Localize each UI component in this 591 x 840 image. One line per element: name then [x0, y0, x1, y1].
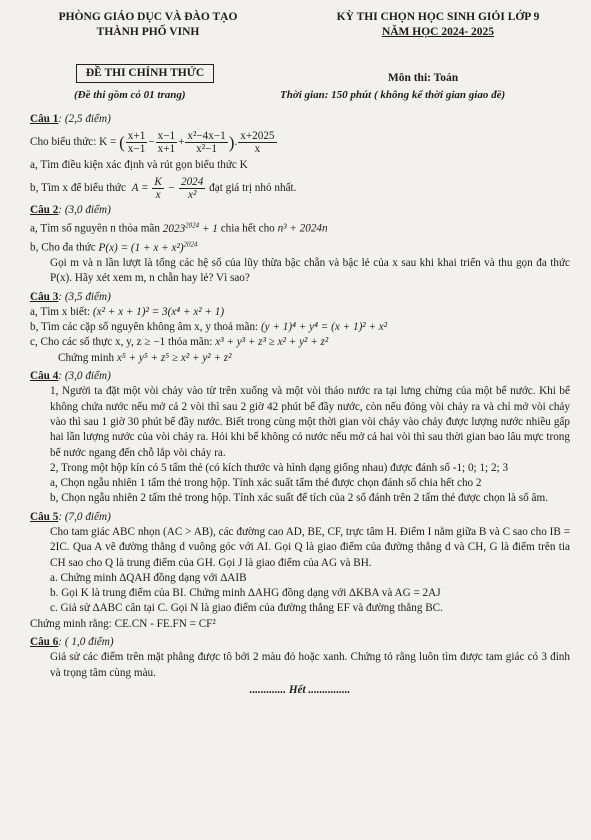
question-4-heading: [30, 369, 570, 384]
department-line1: PHÒNG GIÁO DỤC VÀ ĐÀO TẠO: [58, 11, 238, 23]
question-2b: b, Cho đa thức $P(x) = (1 + x + x^2)^{2024}$: [30, 239, 198, 254]
question-points: : (2,5 điểm): [58, 113, 111, 125]
question-1a: a, Tìm điều kiện xác định và rút gọn biểu thức K: [30, 159, 248, 172]
question-5b: b. Gọi K là trung điểm của BI. Chứng minh ∆AHG đồng dạng với ∆KBA và AG = 2AJ: [50, 587, 441, 600]
question-title: Câu 2: [30, 203, 59, 216]
expression-intro: Cho biểu thức: K =: [30, 136, 117, 149]
school-year: NĂM HỌC 2024- 2025: [381, 26, 495, 38]
question-2a-mid: chia hết cho: [220, 222, 275, 235]
question-5-heading: [30, 510, 570, 525]
question-4-part2b: b, Chọn ngẫu nhiên 2 tấm thẻ trong hộp. Tính xác suất để tích của 2 số đánh trên 2 tấm thẻ được chọn là số âm.: [50, 492, 549, 505]
question-title: Câu 3: [30, 290, 59, 303]
exam-header: [298, 10, 578, 40]
question-3b-text: b, Tìm các cặp số nguyên không âm x, y thoả mãn:: [30, 321, 259, 334]
question-6-body: Giả sử các điểm trên mặt phẳng được tô bởi 2 màu đỏ hoặc xanh. Chứng tỏ rằng luôn tìm được tam giác có 3 đỉnh và trọng tâm cùng màu.: [50, 651, 570, 679]
time-label: [280, 89, 505, 101]
question-1-heading: [30, 112, 570, 127]
question-1b-text: b, Tìm x để biểu thức: [30, 181, 126, 194]
question-3c-prove: Chứng minh x⁵ + y⁵ + z⁵ ≥ x² + y² + z²: [58, 351, 232, 364]
expression-a: A = $\frac{K}{x}$ − $\frac{2024}{\text{x²}}$: [128, 175, 204, 201]
time-note: ( không kể thời gian giao đề): [371, 89, 506, 101]
subject-label: Môn thi: Toán: [387, 72, 459, 84]
end-marker: ............. Hết ...............: [249, 683, 351, 696]
question-4-part1: 1, Người ta đặt một vòi chảy vào từ trên xuống và một vòi tháo nước ra tại lưng chừng của một bể nước. Khi bể không chứa nước nếu mở cả 2 vòi thì sau 2 giờ 42 phút bể đầy nước, còn nếu đóng vòi chảy ra và chỉ mở vòi chảy vào thì sau 1 giờ 30 phút bể đầy nước. Biết trong cùng một thời gian vòi chảy vào chảy được lượng nước nhiều gấp hai lần lượng nước của vòi chảy ra. Hỏi khi bể không có nước nếu mở cả hai vòi thì sau thời gian bao lâu mực trong bể nước ngang đến chỗ lắp vòi chảy ra.: [50, 385, 570, 459]
question-1b: [30, 176, 570, 201]
question-points: : ( 1,0 điểm): [58, 636, 114, 649]
question-3c: c, Cho các số thực x, y, z ≥ −1 thỏa mãn: x³ + y³ + z³ ≥ x² + y² + z²: [30, 336, 329, 349]
question-2b-body: Gọi m và n lần lượt là tổng các hệ số của lũy thừa bậc chẵn và bậc lẻ của x sau khi khai triển và thu gọn đa thức P(x). Hãy xét xem m, n chẵn hay lẻ? Vì sao?: [50, 256, 570, 285]
question-3c-prove-text: Chứng minh: [58, 351, 115, 364]
exam-body: [30, 112, 570, 698]
question-1-expression: [30, 130, 570, 155]
question-5c-prove: Chứng minh rằng: CE.CN - FE.FN = CF²: [30, 617, 216, 630]
question-5a: a. Chứng minh ∆QAH đồng dạng với ∆AIB: [50, 571, 247, 584]
question-3a-text: a, Tìm x biết:: [30, 305, 91, 318]
department-header: [38, 10, 258, 40]
question-3a: a, Tìm x biết: (x² + x + 1)² = 3(x⁴ + x² + 1): [30, 305, 225, 318]
question-1b-end: đạt giá trị nhỏ nhất.: [209, 181, 297, 194]
question-points: : (7,0 điểm): [58, 510, 111, 523]
expression-k: ( $\frac{x+1}{x-1}$ − $\frac{x-1}{x+1}$ + $\frac{\text{x²−4x−1}}{\text{x²−1}}$ ). $\frac{x+2025}{x}$: [119, 130, 275, 156]
question-6-heading: [30, 635, 570, 650]
question-points: : (3,0 điểm): [58, 370, 111, 383]
question-4-part2a: a, Chọn ngẫu nhiên 1 tấm thẻ trong hộp. Tính xác suất tấm thẻ được chọn đánh số chia hết cho 2: [50, 477, 482, 490]
question-5c: c. Giả sử ∆ABC cân tại C. Gọi N là giao điểm của đường thẳng EF và đường thẳng BC.: [50, 602, 443, 615]
question-3c-text: c, Cho các số thực x, y, z ≥ −1 thỏa mãn:: [30, 336, 213, 349]
question-2b-text: b, Cho đa thức: [30, 241, 96, 254]
question-3b: b, Tìm các cặp số nguyên không âm x, y thoả mãn: (y + 1)⁴ + y⁴ = (x + 1)² + x²: [30, 321, 388, 334]
question-2a: a, Tìm số nguyên n thỏa mãn $2023^{2024} + 1$ chia hết cho n³ + 2024n: [30, 220, 328, 235]
question-title: Câu 4: [30, 370, 59, 383]
page-count-note: (Đề thi gồm có 01 trang): [74, 89, 186, 101]
question-points: : (3,5 điểm): [58, 290, 111, 303]
question-title: Câu 5: [30, 510, 59, 523]
official-exam-label: ĐỀ THI CHÍNH THỨC: [76, 64, 214, 83]
question-title: Câu 1: [30, 113, 59, 125]
question-points: : (3,0 điểm): [58, 203, 111, 216]
question-title: Câu 6: [30, 636, 59, 649]
question-2a-text: a, Tìm số nguyên n thỏa mãn: [30, 222, 160, 235]
exam-title: KỲ THI CHỌN HỌC SINH GIỎI LỚP 9: [336, 11, 540, 23]
question-3-heading: [30, 290, 570, 305]
department-line2: THÀNH PHỐ VINH: [96, 26, 200, 38]
question-4-part2: 2, Trong một hộp kín có 5 tấm thẻ (có kích thước và hình dạng giống nhau) được đánh số -1; 0; 1; 2; 3: [50, 461, 509, 474]
time-value: Thời gian: 150 phút: [280, 89, 372, 101]
question-2-heading: [30, 203, 570, 218]
question-5-body: Cho tam giác ABC nhọn (AC > AB), các đường cao AD, BE, CF, trực tâm H. Điểm I nằm giữa B và C sao cho IB = 2IC. Qua A vẽ đường thẳng d vuông góc với AI. Gọi Q là giao điểm của đường thẳng d và CH, G là điểm trên tia CH sao cho Q là trung điểm của GH. Gọi J là giao điểm của AG và BH.: [50, 526, 570, 569]
